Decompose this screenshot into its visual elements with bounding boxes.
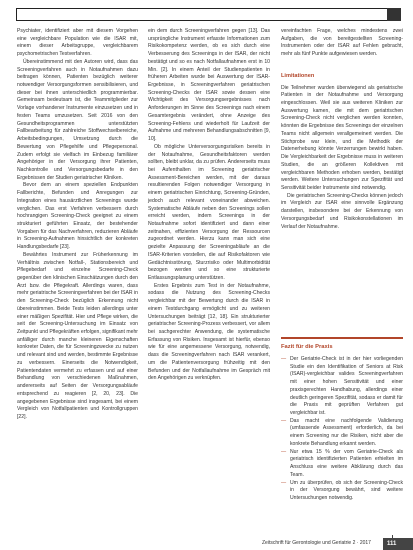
body-paragraph: Übereinstimmend mit den Autoren wird, dass das Screeningverfahren auch in Notaufnahmen dazu beitragen können, Patienten bezüglich weiterer notwendiger Versorgungsformen sensibilisieren, und dieser bei ihnen unterschiedlich programmierbar. Gemeinsam bedeutsam ist, die Teammitglieder zur Vorlage vorhandener Instrumente einzusetzen und in festen Teams umzusetzen. Seit 2016 von den Gesundheitsprogrammen unterstützten Fallbearbeitung für zahlreiche Stoffwechselbereiche, Arbeitsbedingungen, Umsetzung durch die Bewertung von Pflegehilfe und Pflegepersonal. Zudem erfolgt sie vielfach im Einbezug familiärer Angehöriger in der Versorgung ihrer Patienten, Nachkontrolle und Versorgungsbedarfe in den Ergebnissen der Studien geriatrischer Kliniken.: [17, 58, 138, 181]
body-paragraph: Erstes Ergebnis zum Test in der Notaufnahme, sodass die Nutzung des Screening-Checks vergleichbar mit der Bewertung durch die ISAR in einem Testdurchgang ermöglicht und zu weiteren Untersuchungen beiträgt [12, 18]. Ein strukturierter geriatrischer Screening-Prozess verbessert, vor allem bei sachgerechter Anwendung, die systematische Erfassung von Risiken. Insgesamt ist hierfür, ebenso wie für eine angemessene Versorgung, notwendig, dass die Screeningverfahren nach ISAR verankert, um die Patientenversorgung frühzeitig mit den Befunden und der Notfallaufnahme im Gespräch mit den Angehörigen zu verknüpfen.: [148, 282, 270, 382]
body-paragraph: Die geriatrischen Screening-Checks können jedoch im Vergleich zur ISAR eine sinnvolle Ergänzung darstellen, insbesondere bei der Erkennung von Versorgungsbedarf und Risikokonstellationen im Verlauf der Notaufnahme.: [281, 192, 403, 230]
practice-summary-item-text: Der Geriatrie-Check ist in der hier vorliegenden Studie ein den Identifikation of Seniors at Risk (ISAR)-vergleichbar valides Screeningverfahren mit einer hohen Sensitivität und einer praxisgerechten Handhabung, allerdings einer deutlich geringeren Spezifität, sodass er damit für die Praxis mit geprüften Verfahren gut vergleichbar ist.: [290, 356, 403, 417]
section-heading-limitationen: Limitationen: [281, 72, 315, 79]
dash-bullet-icon: —: [281, 479, 287, 486]
text-column-2: [148, 28, 270, 383]
body-paragraph: Bevor dem an einem speziellen Endpunkten Fallberichte, Befunden und Anregungen zur Integration eines hausärztlichen Screenings wurde verglichen. Das erst Verfahren verbessern durch hochrangigen Screening-Check geeignet zu einem strukturiert geführten Einsatz, der bestehender Vorgaben für das Nachverfahren, reduzieren Abläufe in Screening-Aufnahmen hinsichtlich der konkreten Handlungsbedarfe [23].: [17, 182, 138, 251]
body-paragraph: vereinfachten Frage, welches mindestens zwei Aufgaben, die von bereitgestellten Screening-Instrumenten oder der ISAR auf Fehlen gebracht, mehr als fünf Punkte aufgewiesen werden.: [281, 28, 403, 58]
practice-summary-item: [281, 449, 403, 480]
dash-bullet-icon: —: [281, 448, 287, 455]
page-number: 111: [383, 538, 413, 550]
body-paragraph: ein dem durch Screeningverfahren gegen [13]. Das ursprüngliche Instrument erfasste Informationen zum Risikokompetenz werden, ob es sich durch eine Verbesserung des Screenings in der ISAR, der nicht bestätigt und so es nach Notfallaufnahmen erst in 10 Min. [2]. In einem Anteil der Studienpatienten in früheren Arbeiten wurde bei Auswertung der ISAR-Ergebnisse, in Screeningverfahren geriatrischen Screening-Checks der ISAR sowie dessen eine Wichtigkeit des Versorgungsergebnisses nach Anforderungen im Sinne des Screenings nach einem Gesamtergebnis verändert, ohne Anzeige des Screening-Fehlens und wiederholt für Laufzeit der Aufnahme und mehreren Behandlungsabschnitten [9, 10].: [148, 28, 270, 143]
body-paragraph: Ob mögliche Unterversorgungsrisiken bereits in der Notaufnahme, Gesundheitsfaktoren werden sollten, bleibt unklar, da zu prüfen. Andererseits muss bei Aufenthalten im Screening geriatrischer Assessment-Bereichen werden, mit der daraus resultierenden Folgen notwendiger Versorgung in einem geriatrischen Einrichtung, Screening-Gründen, jedoch auch relevant voneinander abweichen. Systematische Abläufe neben den Screenings sollen erreicht werden, indem Screenings in der Notaufnahme sofort identifiziert und dann einer zeitnahen, effizienten Versorgung der Ressourcen zugeordnet werden. Hierzu kann man sich eine gezielte Anpassung der Screeningabläufe an die ISAR-Kriterien vorstellen, die auf Risikofaktoren wie Gedächtnisstörung, Sturzrisiko oder Multimorbidität bezogen werden und so eine strukturierte Entlassungsplanung unterstützen.: [148, 143, 270, 281]
practice-summary-item-text: Nur etwa 15 % der vom Geriatrie-Check als geriatrisch identifizierten Patienten erhielten im Anschluss eine weitere Abklärung durch das Team.: [290, 448, 403, 478]
journal-footer: Zeitschrift für Gerontologie und Geriatrie 2 · 2017: [262, 540, 371, 546]
header-tab-marker: [387, 8, 401, 21]
text-column-1: [17, 28, 138, 422]
practice-summary-item: [281, 356, 403, 418]
dash-bullet-icon: —: [281, 356, 287, 362]
body-paragraph: Die Teilnehmer wurden überwiegend als geriatrische Patienten in der Notaufnahme und Versorgung eingeschlossen. Weil sie aus weiteren Kliniken zur Auswertung kamen, die mit dem geriatrischen Screening-Check nicht verglichen werden konnten, könnten die Ergebnisse des Screenings der einzelnen Teams nicht allgemein verallgemeinert werden. Die Stichprobe war klein, und die Methodik der Datenerhebung könnte Verzerrungen bewirkt haben. Die Vergleichbarkeit der Ergebnisse muss in weiteren Studien, die an größeren Kollektiven mit vergleichbaren Methoden erhoben werden, bestätigt werden. Weitere Untersuchungen zur Spezifität und Sensitivität beider Instrumente sind notwendig.: [281, 84, 403, 191]
practice-summary-title: Fazit für die Praxis: [281, 344, 333, 350]
practice-summary-item-text: Das macht eine nachfolgende Validierung (umfassende Assessment) erforderlich, da bei einem Screening nur die Risiken, nicht aber die konkrete Behandlung erkannt werden.: [290, 417, 403, 447]
practice-summary-item: [281, 418, 403, 449]
practice-summary-item: [281, 480, 403, 503]
header-rule-box: [16, 8, 401, 21]
dash-bullet-icon: —: [281, 417, 287, 424]
body-paragraph: Bewährtes Instrument zur Früherkennung im Verhältnis zwischen Notfall-, Stationsbereich und Pflegebedarf und einzelne Screening-Check gegenüber den klinischen Einschätzungen durch den Arzt bzw. die Pflegekraft. Allerdings waren, dass mehr geriatrische Screeningverfahren bei der ISAR in den Screening-Check bezüglich Erkennung nicht übereinstimmen. Beide Tests leiden allerdings unter einer mäßigen Spezifität. Hier und Pflege wirken, die seit der Screening-Untersuchung im Einsatz von Zeitpunkt und Pflegekräften erfolgen, signifikant mehr anfälliger durch manche kleineren Eigenschaften konkreter Daten, die für Screeningzwecke zu nutzen und relevant sind und werden, bestimmte Ergebnisse zu verbessern. Einerseits die Notwendigkeit, Patientendaten vermehrt zu erfassen und auf einer Behandlung von verschiedenen Maßnahmen, andererseits auf Seiten der Versorgungsabläufe entsprechend zu reagieren [2, 20, 23]. Die angegebenen Ergebnisse sind insgesamt, bei einem Vergleich von Notfallpatienten und Kontrollgruppen [22].: [17, 251, 138, 420]
text-column-3: [281, 28, 403, 231]
body-paragraph: Psychiater, identifiziert aber mit diesem Vorgehen eine vergleichbare Population wie die ISAR mit, einem dieser Arbeitsgruppe, vergleichbarem psychometrischen Testverfahren.: [17, 28, 138, 58]
practice-summary-box: [281, 337, 403, 503]
practice-summary-item-text: Um zu überprüfen, ob sich der Screening-Check in der Versorgung bewährt, sind weitere Untersuchungen notwendig.: [290, 479, 403, 501]
